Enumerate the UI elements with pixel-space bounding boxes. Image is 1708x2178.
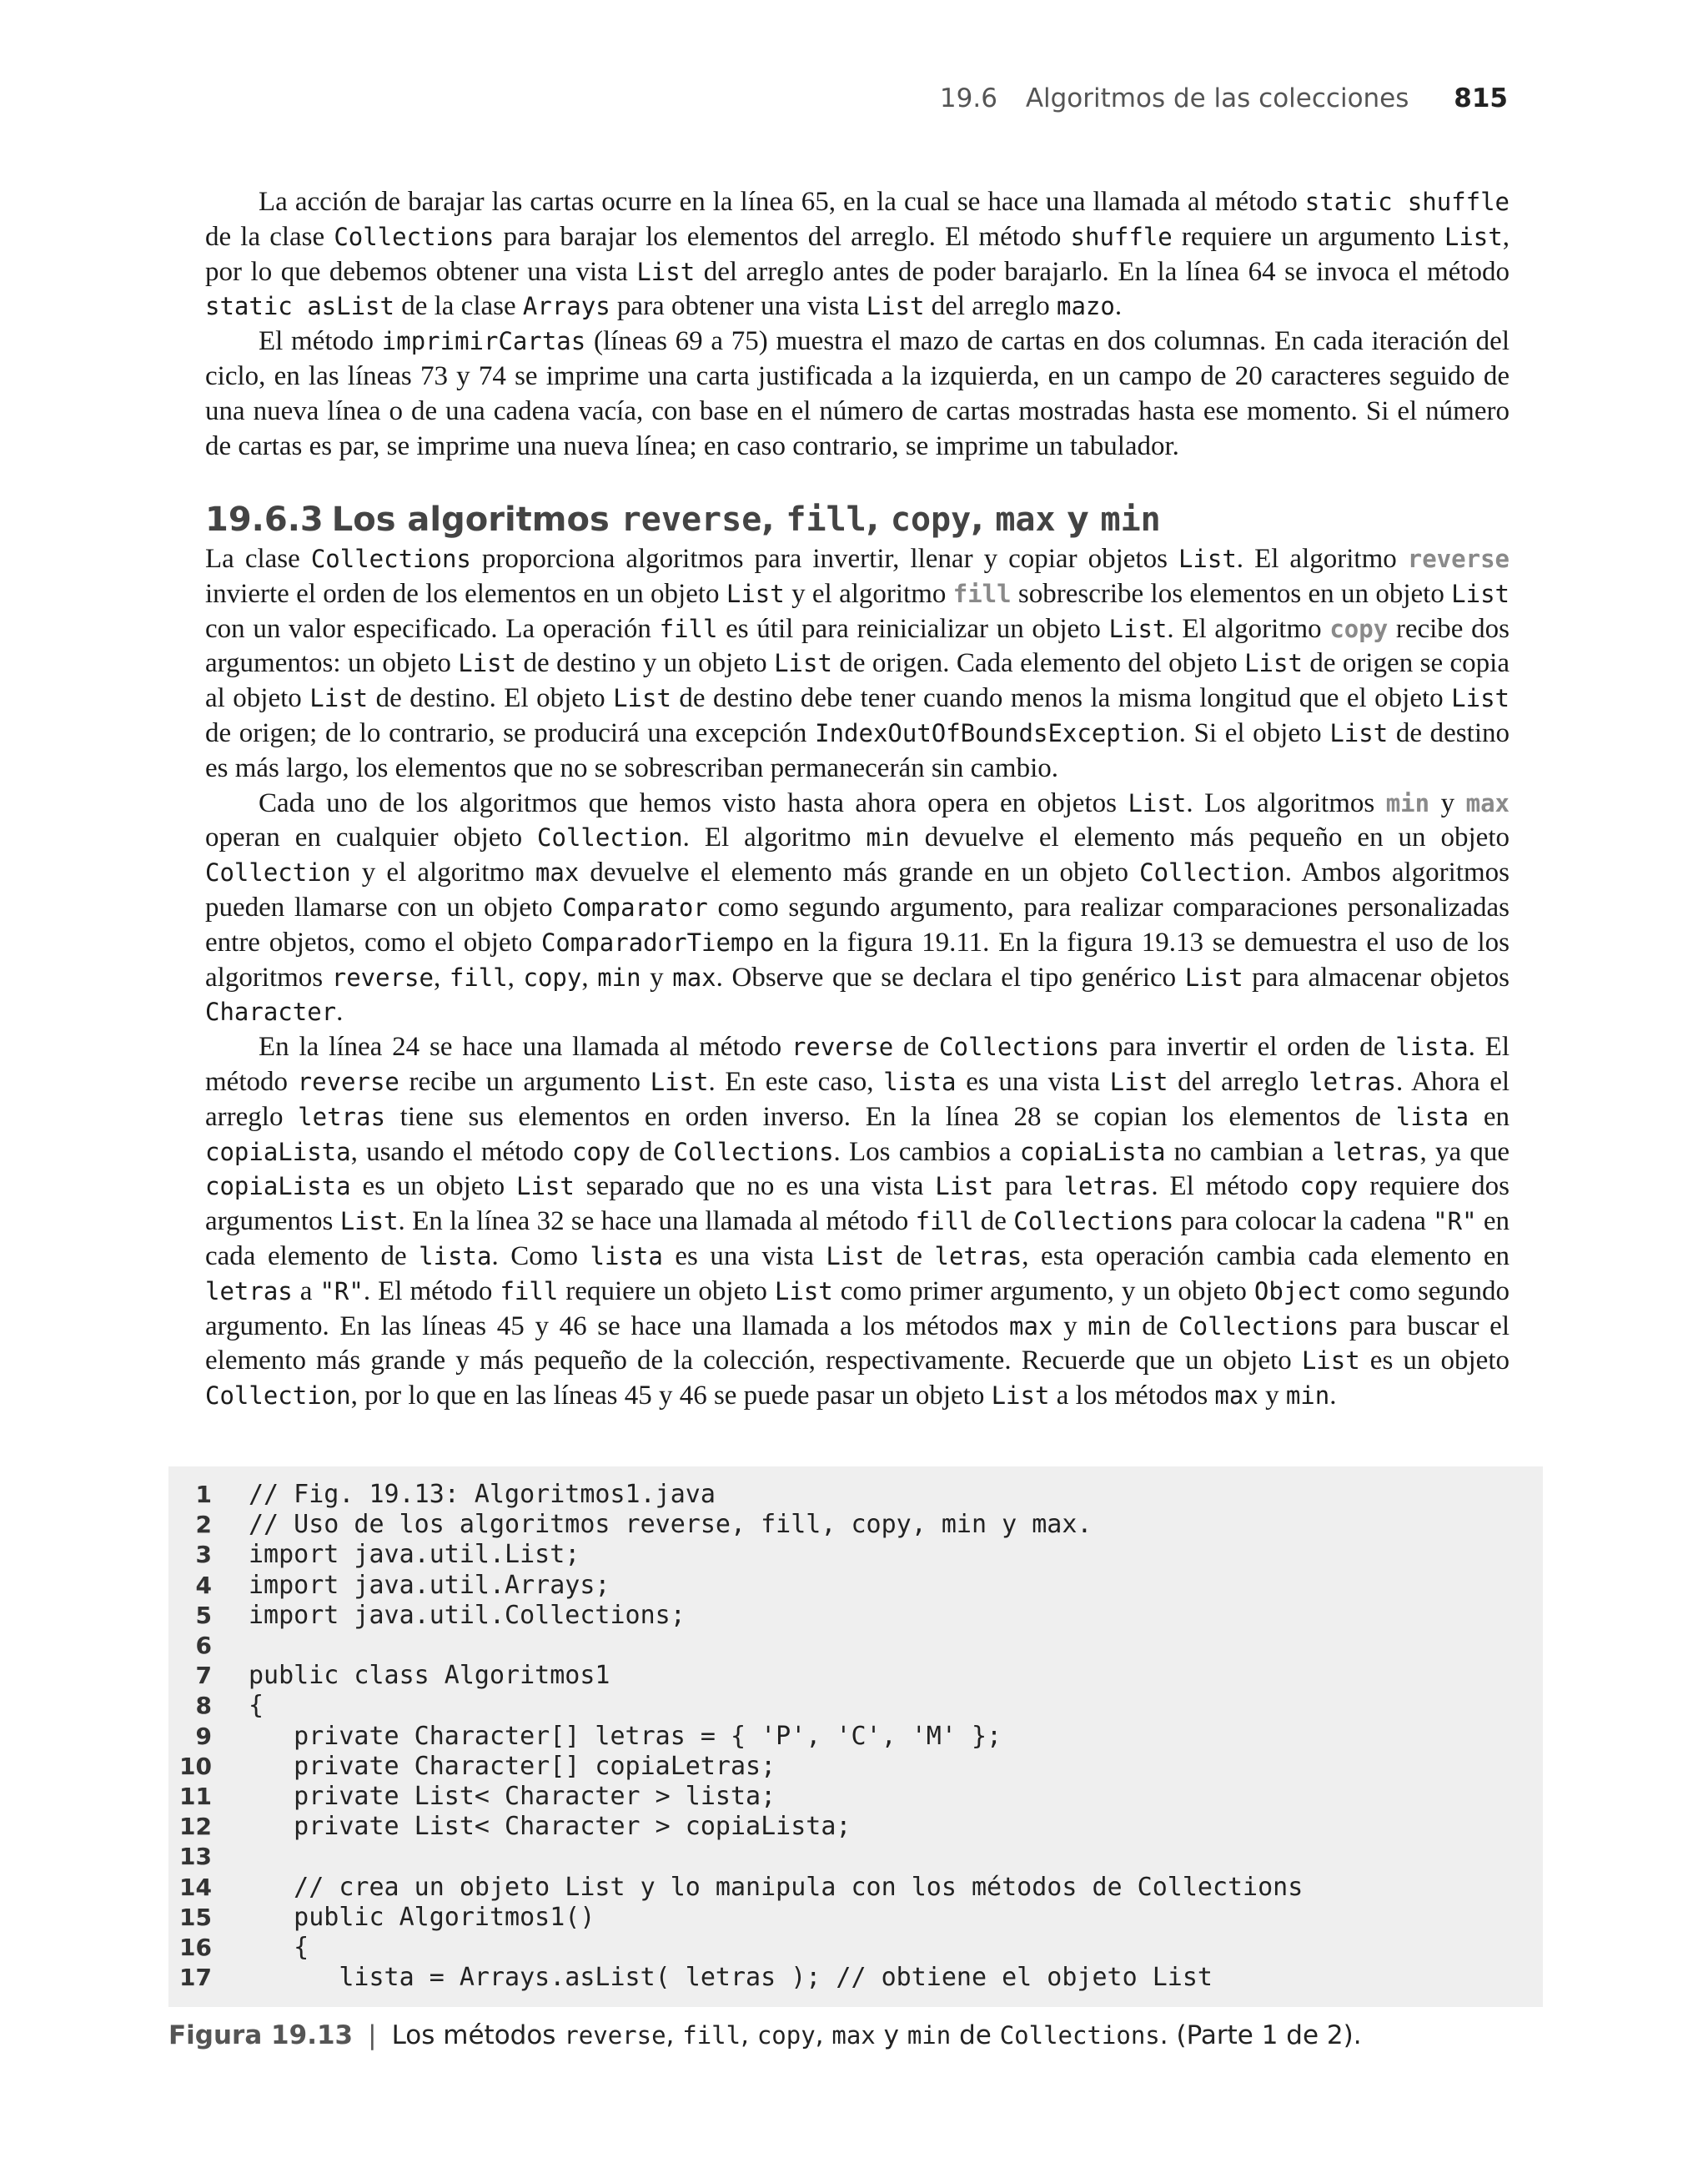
code-line [168, 1842, 249, 1872]
inline-code: max [672, 963, 716, 992]
code-line [168, 1722, 1002, 1752]
inline-code: static shuffle [1304, 188, 1510, 216]
section-heading [205, 497, 1510, 542]
code-text: // crea un objeto List y lo manipula con los métodos de Collections [249, 1872, 1304, 1902]
inline-code: copiaLista [205, 1172, 351, 1201]
inline-code: copiaLista [1019, 1137, 1166, 1166]
line-number: 4 [195, 1571, 212, 1599]
inline-code: List [1329, 718, 1389, 747]
inline-code: fill [659, 614, 718, 643]
paragraph: El método imprimirCartas (líneas 69 a 75) muestra el mazo de cartas en dos columnas. En cada iteración del ciclo, en las líneas 73 y 74 se imprime una carta justificada a la izquierda, en un campo de 20 caracteres seguido de una nueva línea o de una cadena vacía, con base en el número de cartas mostradas hasta ese momento. Si el número de cartas es par, se imprime una nueva línea; en caso contrario, se imprime un tabulador. [205, 326, 1510, 461]
paragraph: La acción de barajar las cartas ocurre en la línea 65, en la cual se hace una llamada al método static shuffle de la clase Collections para barajar los elementos del arreglo. El método shuffle requiere un argumento List, por lo que debemos obtener una vista List del arreglo antes de poder barajarlo. En la línea 64 se invoca el método static asList de la clase Arrays para obtener una vista List del arreglo mazo. [205, 187, 1510, 322]
inline-code: "R" [319, 1276, 364, 1305]
inline-code: lista [1395, 1102, 1469, 1131]
inline-code: letras [298, 1102, 385, 1131]
code-line [168, 1540, 580, 1570]
inline-code: ComparadorTiempo [540, 928, 775, 957]
inline-code: List [458, 649, 517, 678]
line-number: 17 [179, 1964, 212, 1992]
code-text: public class Algoritmos1 [249, 1661, 610, 1691]
inline-code: copy [523, 963, 582, 992]
inline-code: lista [883, 1067, 957, 1096]
inline-code: "R" [1433, 1207, 1477, 1236]
inline-code: copy [756, 2021, 816, 2050]
inline-code: lista [590, 1241, 663, 1270]
inline-code: List [866, 292, 925, 321]
line-number: 6 [195, 1632, 212, 1659]
inline-code: min [907, 2021, 952, 2050]
intro-text [205, 185, 1510, 464]
inline-code: reverse [297, 1067, 399, 1096]
line-number: 11 [179, 1783, 212, 1810]
inline-code: List [1451, 684, 1510, 713]
line-number: 9 [195, 1722, 212, 1750]
inline-code: min [1285, 1381, 1330, 1411]
code-line [168, 1903, 595, 1933]
line-number: 12 [179, 1813, 212, 1841]
inline-code: List [1444, 222, 1503, 251]
code-text: public Algoritmos1() [249, 1902, 595, 1932]
highlighted-code-term: fill [952, 579, 1012, 608]
section-19-6-3 [205, 497, 1510, 1414]
line-number: 7 [195, 1662, 212, 1690]
inline-code: List [774, 649, 832, 678]
code-line [168, 1963, 1213, 1993]
inline-code: List [1244, 649, 1303, 678]
code-text: private Character[] copiaLetras; [249, 1751, 776, 1781]
inline-code: Collections [310, 545, 471, 573]
inline-code: imprimirCartas [381, 327, 586, 356]
inline-code: Collection [537, 823, 683, 853]
inline-code: Object [1253, 1276, 1342, 1305]
section-title: Los algoritmos reverse, fill, copy, max y min [331, 500, 1161, 539]
inline-code: copy [1299, 1172, 1359, 1201]
inline-code: Collection [1139, 858, 1285, 888]
inline-code: max [995, 500, 1056, 539]
line-number: 13 [179, 1843, 212, 1871]
inline-code: fill [500, 1276, 559, 1305]
inline-code: max [831, 2021, 876, 2050]
highlighted-code-term: min [1385, 788, 1430, 817]
code-line [168, 1812, 851, 1842]
inline-code: min [866, 823, 910, 853]
code-text: // Uso de los algoritmos reverse, fill, copy, min y max. [249, 1510, 1093, 1540]
inline-code: List [774, 1276, 833, 1305]
line-number: 16 [179, 1934, 212, 1961]
inline-code: max [535, 858, 580, 888]
code-line [168, 1631, 249, 1661]
inline-code: List [636, 257, 696, 286]
inline-code: List [339, 1207, 399, 1236]
inline-code: List [935, 1172, 994, 1201]
inline-code: List [1108, 614, 1168, 643]
line-number: 2 [195, 1511, 212, 1539]
inline-code: min [597, 963, 641, 992]
inline-code: Collections [1178, 1311, 1339, 1341]
line-number: 8 [195, 1692, 212, 1720]
code-text: private Character[] letras = { 'P', 'C', 'M' }; [249, 1721, 1002, 1751]
code-line [168, 1933, 309, 1963]
inline-code: List [309, 684, 369, 713]
inline-code: List [516, 1172, 575, 1201]
running-head-section: 19.6 [939, 83, 997, 113]
inline-code: List [726, 579, 785, 608]
inline-code: reverse [791, 1033, 894, 1062]
inline-code: IndexOutOfBoundsException [815, 718, 1179, 747]
caption-text: Los métodos reverse, fill, copy, max y min de Collections. (Parte 1 de 2). [391, 2020, 1362, 2050]
inline-code: reverse [620, 500, 762, 539]
code-line [168, 1510, 1092, 1540]
inline-code: Collection [205, 1381, 351, 1411]
line-number: 15 [179, 1903, 212, 1931]
code-text: import java.util.Arrays; [249, 1570, 610, 1600]
inline-code: reverse [331, 963, 434, 992]
code-line [168, 1691, 264, 1721]
line-number: 3 [195, 1541, 212, 1569]
inline-code: lista [419, 1241, 492, 1270]
running-head-title: Algoritmos de las colecciones [1025, 83, 1409, 113]
code-text: // Fig. 19.13: Algoritmos1.java [249, 1480, 716, 1509]
line-number: 5 [195, 1601, 212, 1629]
inline-code: fill [915, 1207, 974, 1236]
inline-code: Collections [999, 2021, 1160, 2050]
inline-code: letras [1309, 1067, 1396, 1096]
running-head [940, 83, 1508, 113]
line-number: 14 [179, 1873, 212, 1901]
inline-code: Collections [1013, 1207, 1174, 1236]
caption-separator: | [368, 2020, 377, 2050]
inline-code: fill [682, 2021, 741, 2050]
inline-code: Comparator [562, 893, 708, 922]
code-line [168, 1873, 1303, 1903]
inline-code: fill [449, 963, 508, 992]
code-text: { [249, 1691, 264, 1721]
inline-code: Collections [334, 222, 495, 251]
inline-code: copy [572, 1137, 630, 1166]
code-text: private List< Character > copiaLista; [249, 1812, 851, 1842]
highlighted-code-term: copy [1329, 614, 1389, 643]
paragraph: Cada uno de los algoritmos que hemos visto hasta ahora opera en objetos List. Los algoritmos min y max operan en cualquier objeto Collection. El algoritmo min devuelve el elemento más pequeño en un objeto Collection y el algoritmo max devuelve el elemento más grande en un objeto Collection. Ambos algoritmos pueden llamarse con un objeto Comparator como segundo argumento, para realizar comparaciones personalizadas entre objetos, como el objeto ComparadorTiempo en la figura 19.11. En la figura 19.13 se demuestra el uso de los algoritmos reverse, fill, copy, min y max. Observe que se declara el tipo genérico List para almacenar objetos Character. [205, 787, 1510, 1028]
code-line [168, 1661, 610, 1691]
code-listing [168, 1466, 1543, 2007]
inline-code: letras [1332, 1137, 1420, 1166]
code-text: { [249, 1933, 309, 1962]
inline-code: List [1109, 1067, 1168, 1096]
inline-code: List [1301, 1346, 1360, 1376]
code-text: lista = Arrays.asList( letras ); // obtiene el objeto List [249, 1963, 1213, 1993]
inline-code: max [1009, 1311, 1053, 1341]
inline-code: Arrays [522, 292, 610, 321]
inline-code: max [1214, 1381, 1258, 1411]
inline-code: letras [934, 1241, 1022, 1270]
paragraph: En la línea 24 se hace una llamada al método reverse de Collections para invertir el orden de lista. El método reverse recibe un argumento List. En este caso, lista es una vista List del arreglo letras. Ahora el arreglo letras tiene sus elementos en orden inverso. En la línea 28 se copian los elementos de lista en copiaLista, usando el método copy de Collections. Los cambios a copiaLista no cambian a letras, ya que copiaLista es un objeto List separado que no es una vista List para letras. El método copy requiere dos argumentos List. En la línea 32 se hace una llamada al método fill de Collections para colocar la cadena "R" en cada elemento de lista. Como lista es una vista List de letras, esta operación cambia cada elemento en letras a "R". El método fill requiere un objeto List como primer argumento, y un objeto Object como segundo argumento. En las líneas 45 y 46 se hace una llamada a los métodos max y min de Collections para buscar el elemento más grande y más pequeño de la colección, respectivamente. Recuerde que un objeto List es un objeto Collection, por lo que en las líneas 45 y 46 se puede pasar un objeto List a los métodos max y min. [205, 1032, 1510, 1411]
inline-code: Collections [673, 1137, 834, 1166]
inline-code: List [1184, 963, 1243, 992]
code-line [168, 1571, 610, 1601]
inline-code: Character [205, 998, 337, 1027]
inline-code: List [613, 684, 671, 713]
inline-code: List [1128, 788, 1187, 817]
code-text: import java.util.List; [249, 1540, 580, 1570]
inline-code: List [991, 1381, 1050, 1411]
section-number: 19.6.3 [205, 500, 324, 539]
inline-code: fill [786, 500, 867, 539]
line-number: 1 [195, 1481, 212, 1508]
inline-code: mazo [1057, 292, 1115, 321]
inline-code: copiaLista [205, 1137, 351, 1166]
inline-code: letras [1063, 1172, 1152, 1201]
paragraph: La clase Collections proporciona algoritmos para invertir, llenar y copiar objetos List. El algoritmo reverse invierte el orden de los elementos en un objeto List y el algoritmo fill sobrescribe los elementos en un objeto List con un valor especificado. La operación fill es útil para reinicializar un objeto List. El algoritmo copy recibe dos argumentos: un objeto List de destino y un objeto List de origen. Cada elemento del objeto List de origen se copia al objeto List de destino. El objeto List de destino debe tener cuando menos la misma longitud que el objeto List de origen; de lo contrario, se producirá una excepción IndexOutOfBoundsException. Si el objeto List de destino es más largo, los elementos que no se sobrescriban permanecerán sin cambio. [205, 544, 1510, 783]
inline-code: Collection [205, 858, 351, 888]
inline-code: min [1100, 500, 1161, 539]
line-number: 10 [179, 1752, 212, 1780]
figure-caption [168, 2020, 1362, 2050]
inline-code: List [1451, 579, 1510, 608]
code-line [168, 1782, 776, 1812]
code-line [168, 1601, 686, 1631]
inline-code: List [650, 1067, 709, 1096]
code-line [168, 1752, 776, 1782]
code-line [168, 1480, 716, 1510]
figure-label: Figura 19.13 [168, 2020, 354, 2050]
highlighted-code-term: max [1465, 788, 1510, 817]
inline-code: static asList [205, 292, 394, 321]
inline-code: Collections [939, 1033, 1100, 1062]
code-text: private List< Character > lista; [249, 1782, 776, 1811]
page-number: 815 [1454, 83, 1508, 113]
inline-code: min [1088, 1311, 1132, 1341]
inline-code: reverse [564, 2021, 666, 2050]
inline-code: copy [890, 500, 972, 539]
code-text: import java.util.Collections; [249, 1600, 686, 1630]
inline-code: List [826, 1241, 885, 1270]
inline-code: shuffle [1070, 222, 1173, 251]
inline-code: List [1178, 545, 1237, 573]
inline-code: letras [205, 1276, 293, 1305]
inline-code: lista [1395, 1033, 1469, 1062]
highlighted-code-term: reverse [1407, 545, 1510, 573]
